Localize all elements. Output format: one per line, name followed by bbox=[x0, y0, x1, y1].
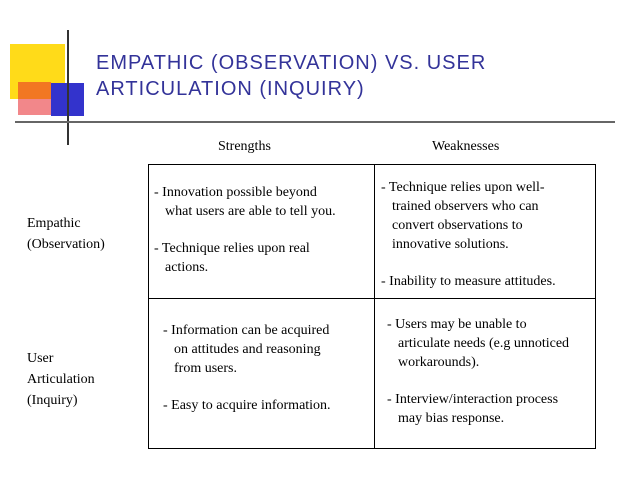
item-text-continued: actions. bbox=[165, 260, 209, 275]
item-text: - Information can be acquired bbox=[163, 323, 330, 338]
item-text-continued: trained observers who can bbox=[392, 199, 539, 214]
item-text-continued: convert observations to bbox=[392, 218, 523, 233]
decorative-vertical-line bbox=[67, 30, 69, 145]
cell-user-weaknesses bbox=[387, 315, 595, 428]
item-text: - Easy to acquire information. bbox=[163, 398, 331, 413]
cell-user-strengths bbox=[163, 321, 371, 415]
item-text-continued: may bias response. bbox=[398, 411, 505, 426]
item-text-continued: articulate needs (e.g unnoticed bbox=[398, 336, 570, 351]
list-item bbox=[387, 390, 595, 428]
item-text: - Users may be unable to bbox=[387, 317, 527, 332]
grid-vertical-divider bbox=[374, 165, 375, 448]
list-item bbox=[163, 396, 371, 415]
title-divider-line bbox=[15, 121, 615, 123]
grid-horizontal-divider bbox=[149, 298, 595, 299]
list-item bbox=[154, 183, 369, 221]
cell-empathic-strengths bbox=[154, 183, 369, 277]
column-header-strengths: Strengths bbox=[218, 139, 271, 154]
item-text: - Technique relies upon real bbox=[154, 241, 310, 256]
list-item bbox=[381, 272, 595, 291]
row-label-empathic: Empathic (Observation) bbox=[27, 216, 105, 252]
list-item bbox=[163, 321, 371, 378]
slide-title: EMPATHIC (OBSERVATION) VS. USER ARTICULATION (INQUIRY) bbox=[96, 52, 487, 100]
item-text: - Interview/interaction process bbox=[387, 392, 559, 407]
item-text-continued: innovative solutions. bbox=[392, 237, 509, 252]
comparison-grid bbox=[148, 164, 596, 449]
item-text: - Technique relies upon well- bbox=[381, 180, 545, 195]
decorative-red-square bbox=[18, 82, 51, 115]
item-text-continued: what users are able to tell you. bbox=[165, 204, 336, 219]
row-label-user-articulation: User Articulation (Inquiry) bbox=[27, 351, 95, 408]
item-text-continued: on attitudes and reasoning bbox=[174, 342, 321, 357]
list-item bbox=[154, 239, 369, 277]
item-text: - Innovation possible beyond bbox=[154, 185, 317, 200]
item-text: - Inability to measure attitudes. bbox=[381, 274, 556, 289]
list-item bbox=[381, 178, 595, 254]
item-text-continued: workarounds). bbox=[398, 355, 480, 370]
list-item bbox=[387, 315, 595, 372]
column-header-weaknesses: Weaknesses bbox=[432, 139, 500, 154]
cell-empathic-weaknesses bbox=[381, 178, 595, 291]
item-text-continued: from users. bbox=[174, 361, 237, 376]
